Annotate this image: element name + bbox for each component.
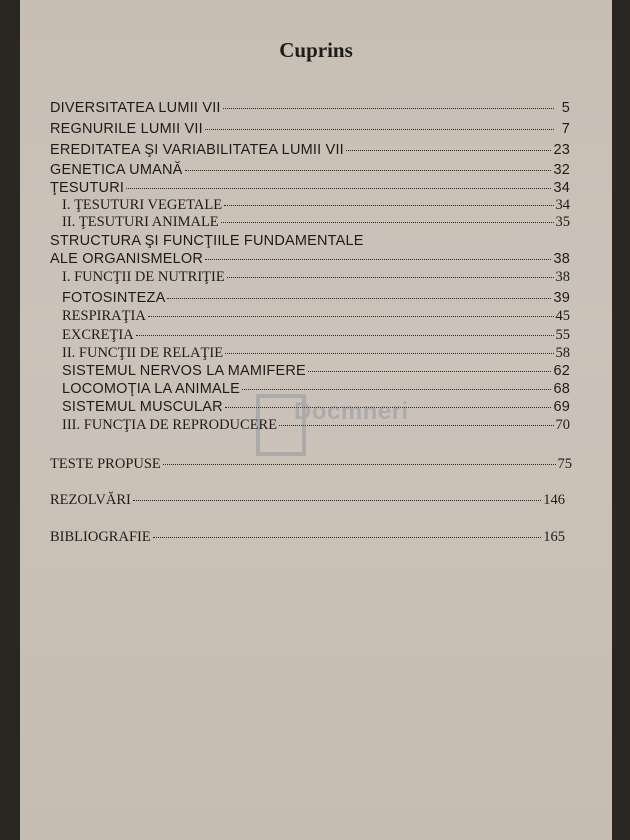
toc-entry [62, 308, 570, 325]
toc-leader-dots [167, 298, 551, 299]
toc-entry [50, 180, 570, 196]
toc-entry-label: REZOLVĂRI [50, 492, 131, 508]
toc-entry [50, 456, 572, 473]
toc-entry-label: SISTEMUL MUSCULAR [62, 399, 223, 415]
toc-leader-dots [279, 425, 553, 426]
toc-entry-label: REGNURILE LUMII VII [50, 121, 203, 137]
toc-entry-label: II. ŢESUTURI ANIMALE [62, 214, 219, 230]
toc-entry-page: 38 [553, 251, 570, 267]
toc-entry-label: I. FUNCŢII DE NUTRIŢIE [62, 269, 225, 285]
toc-leader-dots [223, 108, 554, 109]
toc-entry-label: SISTEMUL NERVOS LA MAMIFERE [62, 363, 306, 379]
toc-entry-page: 34 [553, 180, 570, 196]
toc-entry-page: 75 [557, 456, 572, 472]
watermark-text: Docmneri [294, 398, 409, 425]
toc-entry-page: 68 [553, 381, 570, 397]
toc-entry [62, 269, 570, 286]
toc-entry-page: 23 [553, 142, 570, 158]
toc-leader-dots [225, 407, 552, 408]
toc-entry-page: 69 [553, 399, 570, 415]
toc-leader-dots [153, 537, 542, 538]
toc-entry [62, 290, 570, 306]
toc-entry-label: GENETICA UMANĂ [50, 162, 183, 178]
table-of-contents [20, 0, 612, 840]
toc-leader-dots [133, 500, 541, 501]
toc-entry-page: 34 [555, 197, 570, 213]
toc-entry-page: 165 [543, 529, 565, 545]
toc-entry [62, 399, 570, 415]
toc-leader-dots [225, 353, 553, 354]
toc-entry-page: 35 [555, 214, 570, 230]
page-title: Cuprins [279, 38, 353, 62]
toc-leader-dots [205, 259, 551, 260]
toc-entry-page: 70 [555, 417, 570, 433]
toc-entry-page: 62 [553, 363, 570, 379]
toc-entry [62, 214, 570, 231]
toc-leader-dots [242, 389, 551, 390]
toc-entry [50, 529, 565, 546]
toc-entry-page: 5 [561, 100, 570, 116]
toc-entry-page: 38 [555, 269, 570, 285]
toc-entry [50, 100, 570, 116]
toc-entry-page: 39 [553, 290, 570, 306]
toc-entry-label: ALE ORGANISMELOR [50, 251, 204, 267]
toc-entry-label: I. ŢESUTURI VEGETALE [62, 197, 223, 213]
toc-entry-page: 7 [561, 121, 570, 137]
toc-entry-label: TESTE PROPUSE [50, 456, 161, 472]
toc-entry [50, 251, 570, 267]
toc-entry-page: 146 [543, 492, 565, 508]
toc-entry-label: II. FUNCŢII DE RELAŢIE [62, 345, 224, 361]
toc-entry [62, 345, 570, 362]
toc-entry-label: III. FUNCŢIA DE REPRODUCERE [62, 417, 278, 433]
toc-leader-dots [163, 464, 556, 465]
toc-leader-dots [185, 170, 552, 171]
toc-leader-dots [221, 222, 554, 223]
toc-entry-page: 32 [553, 162, 570, 178]
toc-entry-label: FOTOSINTEZA [62, 290, 166, 306]
toc-entry-label: EREDITATEA ŞI VARIABILITATEA LUMII VII [50, 142, 344, 158]
toc-entry-label: EXCREŢIA [62, 327, 134, 343]
toc-entry-label: STRUCTURA ŞI FUNCŢIILE FUNDAMENTALE [50, 233, 364, 249]
toc-entry-label: BIBLIOGRAFIE [50, 529, 151, 545]
toc-entry-page: 55 [555, 327, 570, 343]
toc-leader-dots [148, 316, 554, 317]
toc-entry [62, 417, 570, 434]
toc-entry-label: LOCOMOŢIA LA ANIMALE [62, 381, 241, 397]
toc-entry [50, 142, 570, 158]
toc-leader-dots [205, 129, 554, 130]
toc-leader-dots [126, 188, 551, 189]
toc-leader-dots [224, 205, 553, 206]
toc-entry-page: 58 [555, 345, 570, 361]
toc-entry-label: DIVERSITATEA LUMII VII [50, 100, 221, 116]
toc-leader-dots [136, 335, 554, 336]
toc-entry [62, 197, 570, 214]
toc-entry-label: ŢESUTURI [50, 180, 125, 196]
toc-entry [50, 492, 565, 509]
toc-entry [62, 327, 570, 344]
toc-entry [62, 381, 570, 397]
toc-entry [50, 121, 570, 137]
toc-leader-dots [346, 150, 552, 151]
toc-entry-page: 45 [555, 308, 570, 324]
toc-leader-dots [227, 277, 554, 278]
toc-leader-dots [308, 371, 552, 372]
toc-entry-label: RESPIRAŢIA [62, 308, 146, 324]
document-page [20, 0, 612, 840]
toc-entry [50, 162, 570, 178]
toc-entry [62, 363, 570, 379]
